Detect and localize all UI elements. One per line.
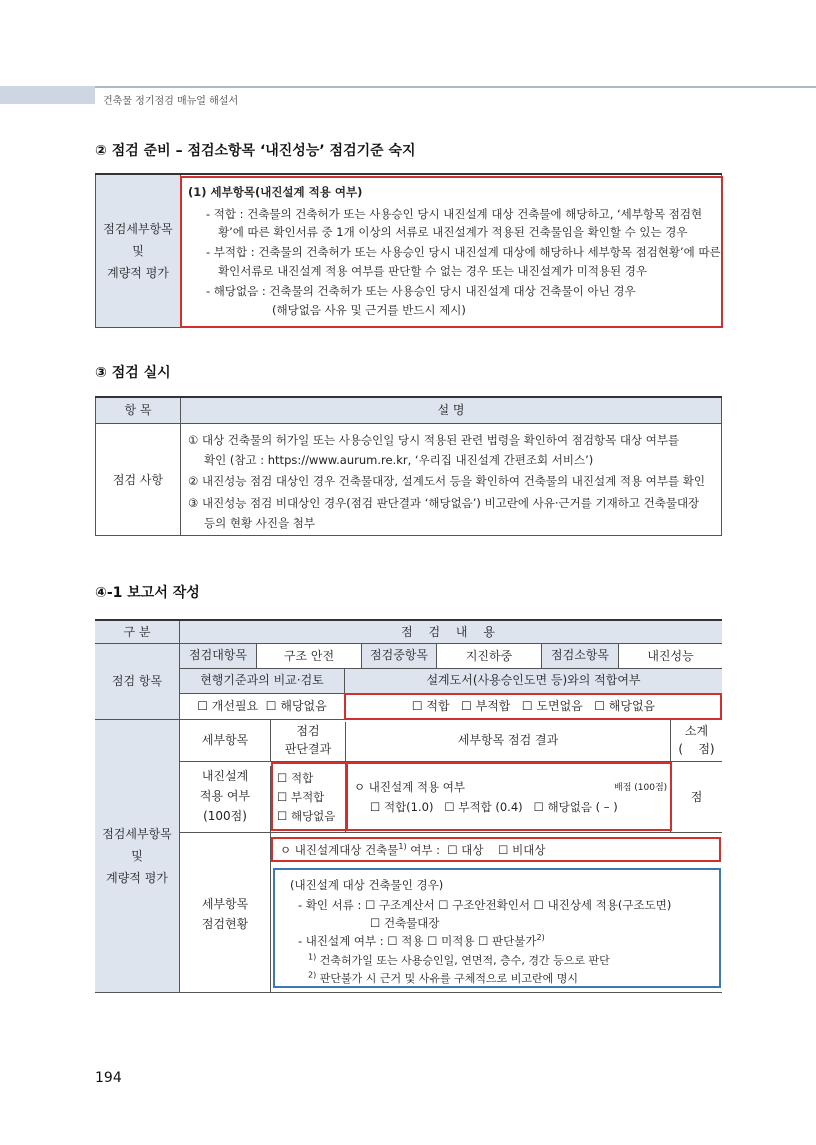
status-label-line: 세부항목 [201,897,249,911]
result-options[interactable]: ☐ 적합(1.0) ☐ 부적합 (0.4) ☐ 해당없음 ( – ) [370,800,618,814]
row-label: 점검 사항 [96,423,181,535]
judge-header [271,722,346,761]
subtotal-header [671,722,722,761]
criteria-line: (해당없음 사유 및 근거를 반드시 제시) [272,303,466,317]
criteria-line: - 해당없음 : 건축물의 건축허가 또는 사용승인 당시 내진설계 대상 건축물이 아닌 경우 [206,284,636,298]
status-detail-line[interactable] [298,933,545,949]
inspection-line: 확인 (참고 : https://www.aurum.re.kr, ‘우리집 내진설계 간편조회 서비스’) [204,453,594,467]
mid-item-label: 점검중항목 [362,644,437,668]
inspection-line: ① 대상 건축물의 허가일 또는 사용승인일 당시 적용된 관련 법령을 확인하여 점검항목 대상 여부를 [188,433,680,447]
minor-item-label: 점검소항목 [542,644,619,668]
design-options[interactable]: ☐ 적합 ☐ 부적합 ☐ 도면없음 ☐ 해당없음 [411,699,656,713]
col-header-desc: 설 명 [181,397,722,423]
seismic-label [180,766,271,832]
eval-label-line: 점검세부항목 [102,827,172,841]
subtotal-line: 소계 [684,724,709,738]
inspection-line: 등의 현황 사진을 첨부 [204,516,315,530]
footnote-mark: 1) [308,952,317,962]
design-header: 설계도서(사용승인도면 등)와의 적합여부 [345,669,722,694]
judge-header-line: 점검 [296,724,320,738]
header-rule [95,86,816,88]
inspection-line: ③ 내진성능 점검 비대상인 경우(점검 판단결과 ‘해당없음’) 비고란에 사유·근거를 기재하고 건축물대장 [188,496,700,510]
criteria-label-line: 및 [132,244,144,258]
section-2-title: ② 점검 준비 – 점검소항목 ‘내진성능’ 점검기준 숙지 [95,143,416,159]
footnote-line [308,970,578,986]
seismic-label-line: 적용 여부 [199,789,251,803]
criteria-line: 황’에 따른 확인서류 중 1개 이상의 서류로 내진설계가 적용된 건축물임을 확인할 수 있는 경우 [218,225,688,239]
major-item-label: 점검대항목 [180,644,257,668]
result-highlight-box [346,762,672,831]
inspection-line: ② 내진성능 점검 대상인 경우 건축물대장, 설계도서 등을 확인하여 건축물의 내진설계 적용 여부를 확인 [188,474,705,488]
col-header-content: 점 검 내 용 [180,621,722,644]
status-label [180,894,270,934]
judge-option-na[interactable]: ☐ 해당없음 [277,809,336,823]
judge-option-fail[interactable]: ☐ 부적합 [277,790,325,804]
section-3-title: ③ 점검 실시 [95,365,171,381]
compare-header: 현행기준과의 비교·검토 [180,669,345,694]
footnote-text: 건축허가일 또는 사용승인일, 연면적, 층수, 경간 등으로 판단 [319,954,610,967]
judge-highlight-box [271,762,347,831]
footnote-text: 판단불가 시 근거 및 사유를 구체적으로 비고란에 명시 [319,972,578,985]
eval-label-line: 계량적 평가 [106,871,168,885]
header-accent-bar [0,86,95,104]
subtotal-line: ( 점) [678,742,715,756]
design-highlight-box [344,693,722,720]
section-4-title: ④-1 보고서 작성 [95,585,200,601]
running-title: 건축물 정기점검 매뉴얼 해설서 [103,96,239,107]
mid-item-value: 지진하중 [437,644,542,668]
footnote-mark: 2) [536,933,545,943]
result-header: 세부항목 점검 결과 [346,720,671,761]
criteria-label-line: 계량적 평가 [107,266,169,280]
score-note: 배점 (100점) [614,783,668,793]
major-item-value: 구조 안전 [257,644,362,668]
status-label-line: 점검현황 [201,917,249,931]
eval-label [95,720,180,993]
criteria-line: 확인서류로 내진설계 적용 여부를 판단할 수 없는 경우 또는 내진설계가 미적용된 경우 [218,264,648,278]
status-detail-line[interactable]: - 확인 서류 : ☐ 구조계산서 ☐ 구조안전확인서 ☐ 내진상세 적용(구조도면) [298,898,672,912]
criteria-label-line: 점검세부항목 [103,222,173,236]
col-header-category: 구 분 [95,621,180,644]
target-text: ㅇ 내진설계대상 건축물 [280,843,399,857]
minor-item-value: 내진성능 [647,649,694,663]
status-detail-line: (내진설계 대상 건축물인 경우) [290,878,444,892]
col-header-item: 항 목 [96,397,181,423]
item-label: 점검 항목 [95,644,180,720]
footnote-line [308,952,610,968]
seismic-label-line: (100점) [203,809,247,823]
footnote-mark: 2) [308,970,317,980]
page-number: 194 [95,1070,122,1086]
status-detail-text[interactable]: - 내진설계 여부 : ☐ 적용 ☐ 미적용 ☐ 판단불가 [298,934,537,948]
sub-item-header: 세부항목 [180,720,271,761]
subtotal-points: 점 [690,790,703,804]
criteria-line: - 적합 : 건축물의 건축허가 또는 사용승인 당시 내진설계 대상 건축물에 해당하고, ‘세부항목 점검현 [206,207,703,221]
eval-label-line: 및 [131,849,143,863]
judge-option-pass[interactable]: ☐ 적합 [277,771,314,785]
compare-options[interactable]: ☐ 개선필요 ☐ 해당없음 [180,694,345,719]
criteria-heading: (1) 세부항목(내진설계 적용 여부) [188,185,363,199]
result-title: ㅇ 내진설계 적용 여부 [354,780,465,794]
target-line[interactable] [280,842,545,858]
status-detail-line[interactable]: ☐ 건축물대장 [370,916,440,930]
judge-header-line: 판단결과 [284,742,332,756]
footnote-mark: 1) [398,842,407,852]
criteria-label [96,174,181,328]
criteria-line: - 부적합 : 건축물의 건축허가 또는 사용승인 당시 내진설계 대상에 해당하나 세부항목 점검현황’에 따른 [206,245,721,259]
seismic-label-line: 내진설계 [201,769,249,783]
target-options[interactable]: 여부 : ☐ 대상 ☐ 비대상 [406,843,546,857]
